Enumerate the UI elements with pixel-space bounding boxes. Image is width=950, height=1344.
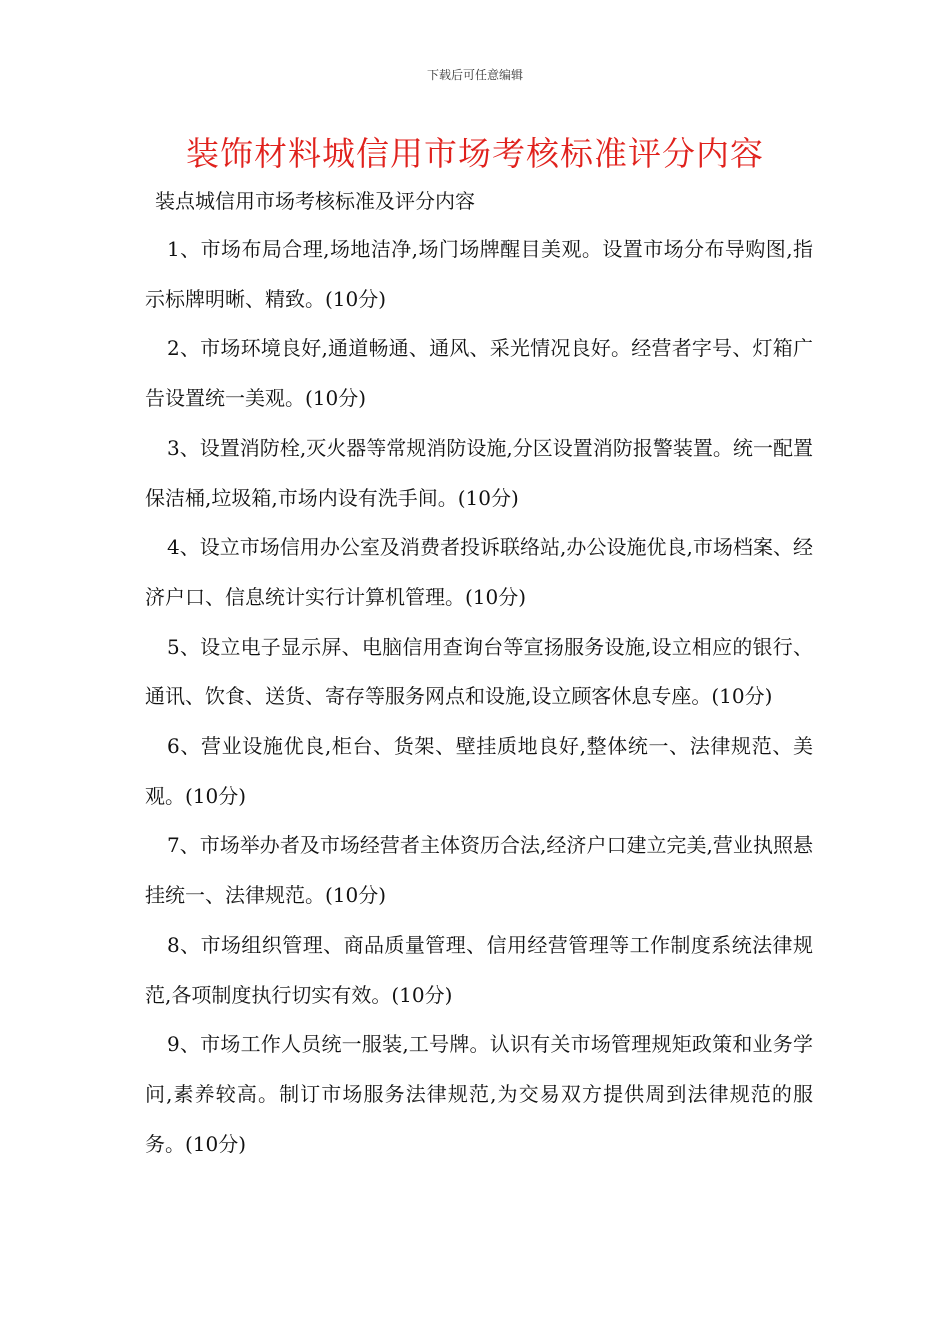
criteria-item-9: 9、市场工作人员统一服装,工号牌。认识有关市场管理规矩政策和业务学问,素养较高。制订市场服务法律规范,为交易双方提供周到法律规范的服务。(10分) <box>145 1032 813 1156</box>
header-note: 下载后可任意编辑 <box>426 68 523 82</box>
criteria-item-6: 6、营业设施优良,柜台、货架、壁挂质地良好,整体统一、法律规范、美观。(10分) <box>145 734 813 808</box>
criteria-item-2: 2、市场环境良好,通道畅通、通风、采光情况良好。经营者字号、灯箱广告设置统一美观。(10分) <box>145 336 813 411</box>
criteria-list <box>145 225 813 1169</box>
document-title: 装饰材料城信用市场考核标准评分内容 <box>186 134 764 173</box>
criteria-item-7: 7、市场举办者及市场经营者主体资历合法,经济户口建立完美,营业执照悬挂统一、法律规范。(10分) <box>145 833 813 908</box>
criteria-item-8: 8、市场组织管理、商品质量管理、信用经营管理等工作制度系统法律规范,各项制度执行切实有效。(10分) <box>145 932 813 1007</box>
criteria-item-3: 3、设置消防栓,灭火器等常规消防设施,分区设置消防报警装置。统一配置保洁桶,垃圾箱,市场内设有洗手间。(10分) <box>145 435 813 510</box>
criteria-item-1: 1、市场布局合理,场地洁净,场门场牌醒目美观。设置市场分布导购图,指示标牌明晰、精致。(10分) <box>145 237 813 311</box>
criteria-item-5: 5、设立电子显示屏、电脑信用查询台等宣扬服务设施,设立相应的银行、通讯、饮食、送货、寄存等服务网点和设施,设立顾客休息专座。(10分) <box>145 634 813 709</box>
document-subtitle: 装点城信用市场考核标准及评分内容 <box>155 189 475 213</box>
criteria-item-4: 4、设立市场信用办公室及消费者投诉联络站,办公设施优良,市场档案、经济户口、信息统计实行计算机管理。(10分) <box>145 535 813 609</box>
